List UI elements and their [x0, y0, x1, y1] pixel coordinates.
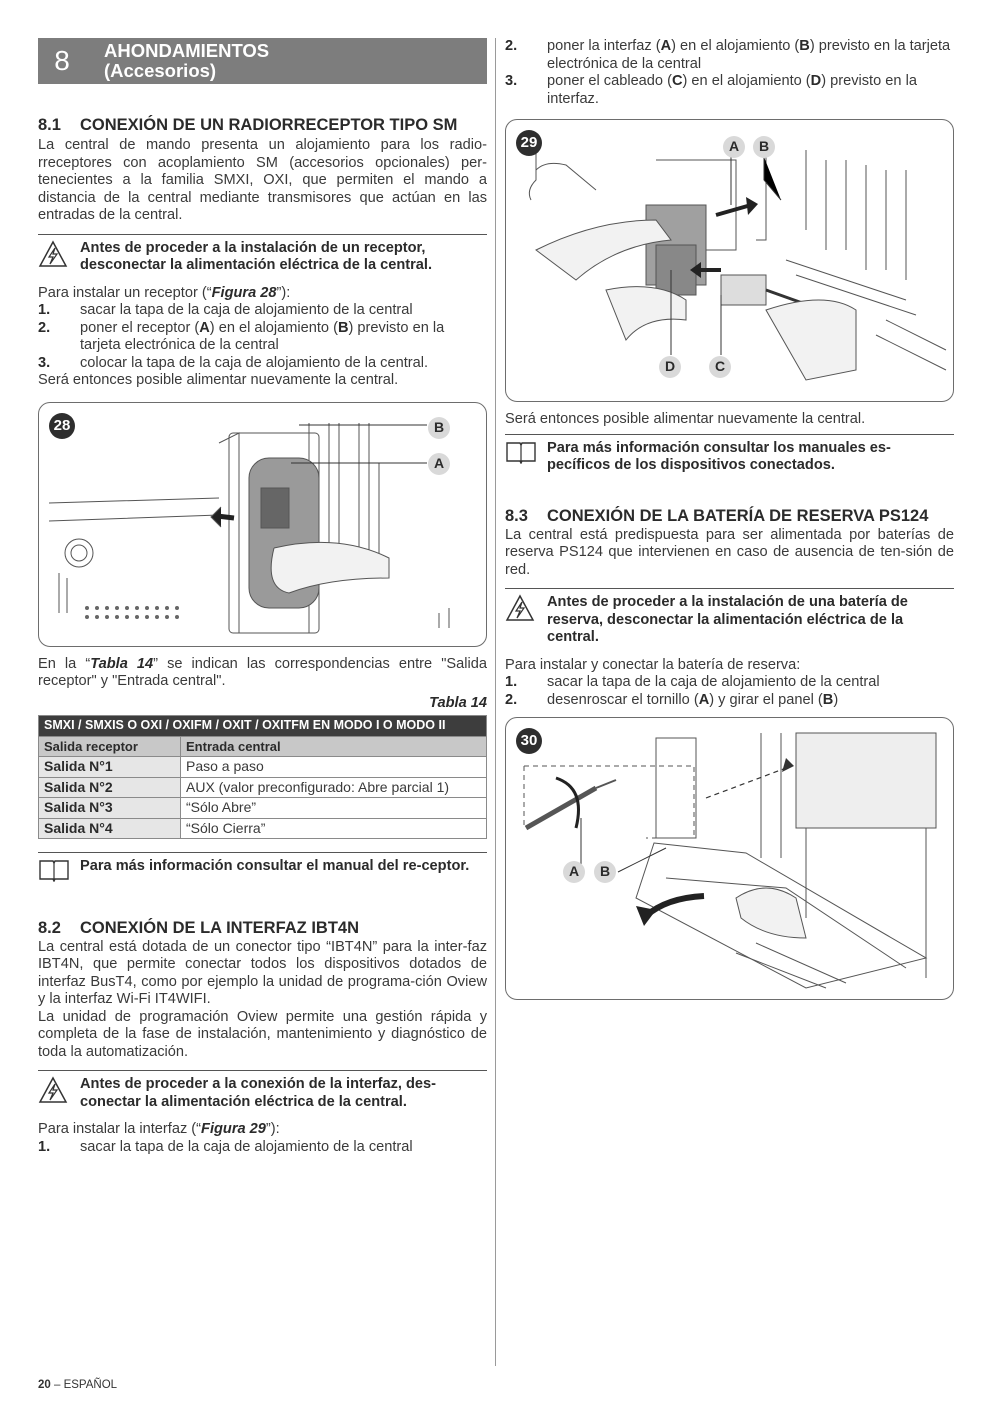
callout-a: A — [563, 861, 585, 883]
install-steps — [38, 302, 487, 372]
table-row — [39, 757, 487, 778]
table-cell: Salida N°3 — [39, 798, 181, 819]
warning-text: Antes de proceder a la instalación de un receptor, desconectar la alimentación eléctrica de la central. — [80, 239, 433, 273]
list-item — [505, 692, 954, 710]
section-8-2-heading — [38, 919, 487, 937]
callout-b: B — [753, 136, 775, 158]
step-text — [547, 73, 954, 108]
step-text: sacar la tapa de la caja de alojamiento de la central — [80, 1138, 413, 1155]
figure-number-badge: 29 — [516, 130, 542, 156]
chapter-title-line1: AHONDAMIENTOS — [104, 40, 270, 61]
step-label: A — [199, 319, 210, 336]
figure-ref: Figura 28 — [211, 284, 277, 301]
warning-text: Antes de proceder a la conexión de la interfaz, des-conectar la alimentación eléctrica de la central. — [80, 1076, 437, 1110]
install-intro — [38, 285, 487, 303]
info-text: Para más información consultar el manual del re-ceptor. — [80, 858, 470, 874]
footer-language: ESPAÑOL — [63, 1379, 118, 1391]
section-8-1-body: La central de mando presenta un alojamiento para los radio-rreceptores con acoplamiento SM (accesorios opcionales) per-tenecientes a la familia SMXI, OXI, que permiten el mando a distancia de la central mediante transmisores que actúan en las entradas de la central. — [38, 137, 487, 223]
step-number: 2. — [505, 38, 518, 54]
step-text — [547, 38, 954, 73]
warning-receiver — [38, 234, 487, 275]
install-steps-continued — [505, 38, 954, 108]
column-divider — [495, 38, 496, 1366]
section-title: CONEXIÓN DE UN RADIORRECEPTOR TIPO SM — [80, 116, 458, 134]
table-header-row — [39, 736, 487, 757]
table-cell: Salida N°2 — [39, 777, 181, 798]
step-text-part: ) previsto en la interfaz. — [547, 73, 917, 107]
list-item — [505, 674, 954, 692]
warning-interface — [38, 1070, 487, 1111]
step-text-part: ) en el alojamiento ( — [209, 319, 338, 336]
step-label: C — [671, 73, 683, 89]
page-number: 20 — [38, 1379, 51, 1391]
step-text: colocar la tapa de la caja de alojamiento de la central. — [80, 354, 429, 371]
intro-text-end: ”): — [265, 1121, 280, 1137]
electric-hazard-icon — [38, 240, 80, 275]
callout-a: A — [428, 453, 450, 475]
step-label: B — [337, 319, 349, 336]
step-number: 3. — [38, 354, 51, 371]
table-reference — [38, 656, 487, 691]
column-header: Salida receptor — [39, 736, 181, 757]
list-item — [38, 320, 487, 355]
electric-hazard-icon — [505, 594, 547, 647]
book-icon — [38, 858, 80, 888]
figure-30-illustration — [506, 718, 954, 1000]
column-header: Entrada central — [181, 736, 487, 757]
table-row — [39, 777, 487, 798]
step-text-part: ) y girar el panel ( — [709, 691, 823, 708]
warning-text: Antes de proceder a la instalación de una batería de reserva, desconectar la alimentación eléctrica de la central. — [547, 594, 908, 645]
step-text — [80, 320, 487, 355]
figure-30 — [505, 717, 954, 1000]
step-text — [547, 692, 838, 710]
figure-29 — [505, 119, 954, 402]
step-number: 3. — [505, 73, 518, 89]
figure-number-badge: 28 — [49, 413, 75, 439]
info-devices — [505, 434, 954, 475]
table-row — [39, 798, 487, 819]
step-text-part: ) previsto en la tarjeta electrónica de la central — [547, 38, 951, 72]
step-text-part: poner el cableado ( — [547, 73, 672, 89]
section-title: CONEXIÓN DE LA INTERFAZ IBT4N — [80, 918, 359, 937]
list-item — [38, 355, 487, 373]
figure-29-illustration — [506, 120, 954, 402]
book-icon — [505, 440, 547, 475]
list-item — [38, 1139, 487, 1157]
page-footer — [38, 1377, 117, 1395]
info-text: Para más información consultar los manuales es-pecíficos de los dispositivos conectados. — [547, 439, 891, 473]
step-text-part: desenroscar el tornillo ( — [547, 691, 699, 708]
step-number: 1. — [505, 674, 518, 690]
intro-text: Para instalar un receptor (“ — [38, 284, 212, 301]
table-title: SMXI / SMXIS O OXI / OXIFM / OXIT / OXITFM EN MODO I O MODO II — [39, 716, 487, 737]
step-text-part: ) en el alojamiento ( — [671, 38, 800, 54]
figure-28 — [38, 402, 487, 647]
section-8-3-heading — [505, 507, 954, 525]
intro-text-end: ”): — [276, 284, 291, 301]
section-8-1-heading — [38, 116, 487, 134]
left-column — [38, 38, 487, 1156]
electric-hazard-icon — [38, 1076, 80, 1111]
table-cell: Paso a paso — [181, 757, 487, 778]
list-item — [505, 73, 954, 108]
list-item — [505, 38, 954, 73]
step-text-part: poner el receptor ( — [80, 319, 200, 336]
table-cell: Salida N°4 — [39, 818, 181, 839]
section-number: 8.2 — [38, 918, 61, 937]
step-number: 2. — [505, 691, 518, 708]
after-text: Será entonces posible alimentar nuevamente la central. — [505, 411, 866, 427]
table-title-row — [39, 716, 487, 737]
info-receiver — [38, 852, 487, 888]
figure-number-badge: 30 — [516, 728, 542, 754]
step-label: B — [822, 691, 834, 708]
after-text: Será entonces posible alimentar nuevamente la central. — [38, 372, 399, 388]
section-8-3-body: La central está predispuesta para ser alimentada por baterías de reserva PS124 que intervienen en caso de ausencia de ten-sión de red. — [505, 526, 954, 578]
section-number: 8.1 — [38, 116, 61, 134]
install-steps — [38, 1139, 487, 1157]
step-text: sacar la tapa de la caja de alojamiento de la central — [80, 302, 413, 318]
chapter-header — [38, 38, 487, 84]
step-text-part: ) en el alojamiento ( — [682, 73, 811, 89]
install-intro: Para instalar y conectar la batería de reserva: — [505, 656, 801, 673]
section-8-2-body-2: La unidad de programación Oview permite una gestión rápida y completa de la fase de instalación, mantenimiento y diagnóstico de toda la automatización. — [38, 1008, 487, 1060]
table-cell: “Sólo Abre” — [181, 798, 487, 819]
table-cell: “Sólo Cierra” — [181, 818, 487, 839]
table-cell: Salida N°1 — [39, 757, 181, 778]
callout-b: B — [594, 861, 616, 883]
callout-d: D — [659, 356, 681, 378]
section-title: CONEXIÓN DE LA BATERÍA DE RESERVA PS124 — [547, 506, 929, 525]
table-cell: AUX (valor preconfigurado: Abre parcial 1) — [181, 777, 487, 798]
table-14 — [38, 715, 487, 839]
footer-separator: – — [50, 1379, 64, 1391]
section-number: 8.3 — [505, 506, 528, 525]
callout-c: C — [709, 356, 731, 378]
install-steps — [505, 674, 954, 709]
step-label: A — [698, 691, 710, 708]
step-label: B — [799, 38, 810, 54]
list-item — [38, 302, 487, 320]
table-row — [39, 818, 487, 839]
step-label: D — [810, 73, 822, 89]
callout-a: A — [723, 136, 745, 158]
step-number: 2. — [38, 319, 51, 336]
install-intro — [38, 1121, 487, 1139]
section-8-2-body: La central está dotada de un conector tipo “IBT4N” para la inter-faz IBT4N, que permite conectar todos los dispositivos dotados de interfaz BusT4, como por ejemplo la unidad de programa-ción Oview y la interfaz Wi-Fi IT4WIFI. — [38, 938, 487, 1007]
chapter-title — [104, 41, 269, 81]
step-text: sacar la tapa de la caja de alojamiento de la central — [547, 674, 880, 690]
table-caption: Tabla 14 — [429, 694, 487, 711]
chapter-number: 8 — [54, 45, 70, 77]
figure-ref: Figura 29 — [201, 1121, 266, 1137]
step-number: 1. — [38, 1138, 51, 1155]
step-text-part: ) previsto en la tarjeta electrónica de la central — [80, 319, 445, 353]
table-ref-label: Tabla 14 — [90, 655, 154, 672]
step-text-part: ) — [833, 691, 839, 708]
step-text-part: poner la interfaz ( — [547, 38, 661, 54]
step-number: 1. — [38, 302, 51, 318]
step-label: A — [660, 38, 672, 54]
callout-b: B — [428, 417, 450, 439]
intro-text: Para instalar la interfaz (“ — [38, 1121, 202, 1137]
figure-28-illustration — [39, 403, 487, 647]
chapter-title-line2: (Accesorios) — [104, 60, 217, 81]
table-ref-text-end: ” se indican las correspondencias entre "Salida receptor" y "Entrada central". — [38, 655, 487, 689]
table-ref-text: En la “ — [38, 655, 91, 672]
warning-battery — [505, 588, 954, 647]
right-column — [505, 38, 954, 1000]
